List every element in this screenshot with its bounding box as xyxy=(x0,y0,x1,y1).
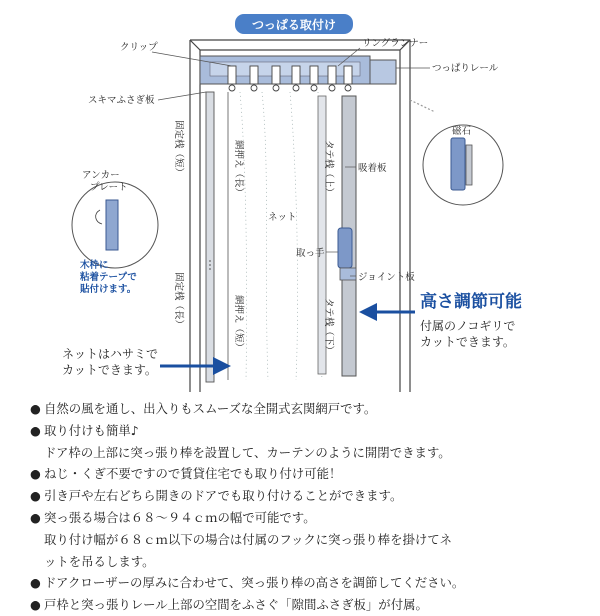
note-line: 取り付け幅が６８ｃｍ以下の場合は付属のフックに突っ張り棒を掛けてネ xyxy=(44,531,453,547)
scissors-note-line1: ネットはハサミで xyxy=(62,347,159,361)
door-frame xyxy=(190,40,435,392)
bullet: ● xyxy=(30,509,41,525)
label-anchor-plate xyxy=(82,170,128,193)
net-area xyxy=(240,92,322,380)
anchor-plate-line1: アンカー xyxy=(82,170,120,181)
magnet-callout xyxy=(423,125,503,205)
saw-note-line1: 付属のノコギリで xyxy=(420,319,516,333)
label-handle: 取っ手 xyxy=(296,248,325,259)
bullet: ● xyxy=(30,401,41,416)
label-vertical-bar-bottom: タテ桟（下） xyxy=(323,298,334,356)
label-magnet: 磁石 xyxy=(452,126,472,137)
saw-note-line2: カットできます。 xyxy=(420,335,515,349)
bullet: ● xyxy=(30,488,41,504)
feature-notes xyxy=(30,398,595,616)
label-net-holder-long: 網押え（長） xyxy=(233,140,244,198)
label-net: ネット xyxy=(268,212,297,223)
label-vertical-bar-top: タテ桟（上） xyxy=(323,140,334,198)
note-line: 戸枠と突っ張りレール上部の空間をふさぐ「隙間ふさぎ板」が付属。 xyxy=(44,597,428,613)
bullet: ● xyxy=(30,422,41,438)
note-line: 突っ張る場合は６８～９４ｃｍの幅で可能です。 xyxy=(44,509,316,525)
scissors-note-line2: カットできます。 xyxy=(62,363,157,377)
note-line: ねじ・くぎ不要ですので賃貸住宅でも取り付け可能！ xyxy=(44,466,342,482)
note-line: ドア枠の上部に突っ張り棒を設置して、カーテンのように開閉できます。 xyxy=(44,444,451,460)
wood-frame-note-line3: 貼付けます。 xyxy=(80,284,137,295)
label-ring-runner: リングランナー xyxy=(362,38,429,49)
title-badge xyxy=(235,14,353,34)
label-joint-board: ジョイント板 xyxy=(358,272,415,283)
label-suction-board: 吸着板 xyxy=(358,163,387,174)
anchor-plate-callout xyxy=(72,182,158,268)
label-fixed-frame-short-top: 固定桟（短） xyxy=(173,120,184,178)
label-scissors-note xyxy=(62,347,162,377)
label-saw-note xyxy=(420,318,519,349)
label-clip: クリップ xyxy=(120,42,158,53)
wood-frame-note-line2: 粘着テープで xyxy=(80,272,137,283)
bullet: ● xyxy=(30,466,41,482)
note-line: 自然の風を通し、出入りもスムーズな全開式玄関網戸です。 xyxy=(44,401,377,416)
bullet: ● xyxy=(30,597,41,613)
label-fixed-frame-long-bottom: 固定桟（長） xyxy=(173,272,184,330)
note-item xyxy=(30,485,595,507)
anchor-plate-line2: プレート xyxy=(90,182,128,193)
label-height-adjust: 高さ調節可能 xyxy=(420,292,522,312)
label-gap-board: スキマふさぎ板 xyxy=(88,95,155,106)
fixed-frame-left xyxy=(206,92,214,382)
wood-frame-note-line1: 木枠に xyxy=(80,260,109,271)
label-net-holder-short: 網押え（短） xyxy=(233,295,244,353)
note-item xyxy=(30,398,595,420)
note-line: 取り付けも簡単♪ xyxy=(44,422,139,438)
bullet: ● xyxy=(30,575,41,591)
note-item xyxy=(30,463,595,485)
label-tension-rail: つっぱりレール xyxy=(432,63,499,74)
note-line: ットを吊るします。 xyxy=(44,553,155,569)
note-item xyxy=(30,594,595,616)
note-line: ドアクローザーの厚みに合わせて、突っ張り棒の高さを調節してください。 xyxy=(44,575,465,591)
note-item xyxy=(30,572,595,594)
note-item xyxy=(30,507,595,572)
note-item xyxy=(30,420,595,464)
note-line: 引き戸や左右どちら開きのドアでも取り付けることができます。 xyxy=(44,488,403,504)
diagram-title: つっぱる取付け xyxy=(252,18,336,32)
